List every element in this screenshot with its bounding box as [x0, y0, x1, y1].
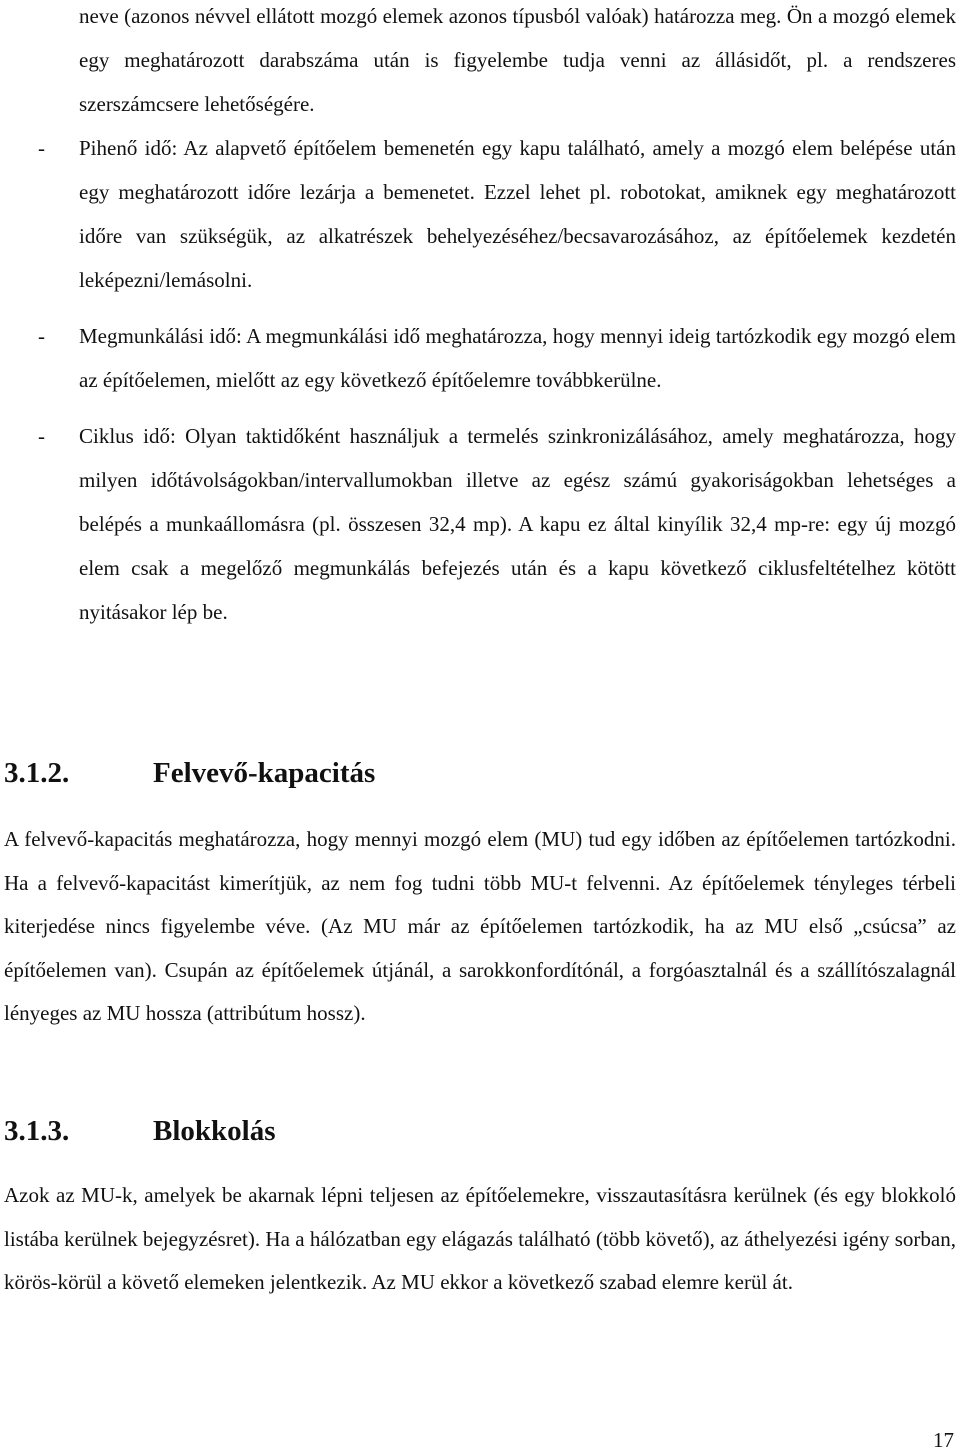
- section-paragraph-felvevo-kapacitas: A felvevő-kapacitás meghatározza, hogy mennyi mozgó elem (MU) tud egy időben az építőelemen tartózkodni. Ha a felvevő-kapacitást kimerítjük, az nem fog tudni több MU-t felvenni. Az építőelemek tényleges térbeli kiterjedése nincs figyelembe véve. (Az MU már az építőelemen tartózkodik, ha az MU első „csúcsa” az építőelemen van). Csupán az építőelemek útjánál, a sarokkonfordítónál, a forgóasztalnál és a szállítószalagnál lényeges az MU hossza (attribútum hossz).: [4, 827, 956, 1025]
- section-title: Blokkolás: [153, 1115, 276, 1147]
- continuation-paragraph: neve (azonos névvel ellátott mozgó elemek azonos típusból valóak) határozza meg. Ön a mozgó elemek egy meghatározott darabszáma után is figyelembe tudja venni az állásidőt, pl. a rendszeres szerszámcsere lehetőségére.: [79, 4, 956, 116]
- list-bullet: -: [38, 424, 45, 448]
- list-item-ciklus-ido: [0, 414, 956, 634]
- list-item-text: Pihenő idő: Az alapvető építőelem bemenetén egy kapu található, amely a mozgó elem belépése után egy meghatározott időre lezárja a bemenetet. Ezzel lehet pl. robotokat, amiknek egy meghatározott időre van szükségük, az alkatrészek behelyezéséhez/becsavarozásához, az építőelemek kezdetén leképezni/lemásolni.: [79, 136, 956, 292]
- list-item-text: Megmunkálási idő: A megmunkálási idő meghatározza, hogy mennyi ideig tartózkodik egy mozgó elem az építőelemen, mielőtt az egy következő építőelemre továbbkerülne.: [79, 324, 956, 392]
- parameter-list: [0, 126, 960, 646]
- section-paragraph-blokkolas: Azok az MU-k, amelyek be akarnak lépni teljesen az építőelemekre, visszautasításra kerülnek (és egy blokkoló listába kerülnek bejegyzésret). Ha a hálózatban egy elágazás található (több követő), az áthelyezési igény sorban, körös-körül a követő elemeken jelentkezik. Az MU ekkor a következő szabad elemre kerül át.: [4, 1183, 956, 1294]
- page-number: 17: [933, 1428, 954, 1452]
- list-item-megmunkalasi-ido: [0, 314, 956, 402]
- section-number: 3.1.3.: [4, 1115, 70, 1147]
- list-bullet: -: [38, 136, 45, 160]
- section-title: Felvevő-kapacitás: [153, 757, 376, 789]
- section-number: 3.1.2.: [4, 757, 70, 789]
- section-heading-felvevo-kapacitas: [4, 755, 375, 791]
- section-heading-blokkolas: [4, 1113, 276, 1149]
- list-bullet: -: [38, 324, 45, 348]
- list-item-piheno-ido: [0, 126, 956, 302]
- list-item-text: Ciklus idő: Olyan taktidőként használjuk a termelés szinkronizálásához, amely meghatározza, hogy milyen időtávolságokban/intervallumokban illetve az egész számú gyakoriságokban lehetséges a belépés a munkaállomásra (pl. összesen 32,4 mp). A kapu ez által kinyílik 32,4 mp-re: egy új mozgó elem csak a megelőző megmunkálás befejezés után és a kapu következő ciklusfeltételhez kötött nyitásakor lép be.: [79, 424, 956, 624]
